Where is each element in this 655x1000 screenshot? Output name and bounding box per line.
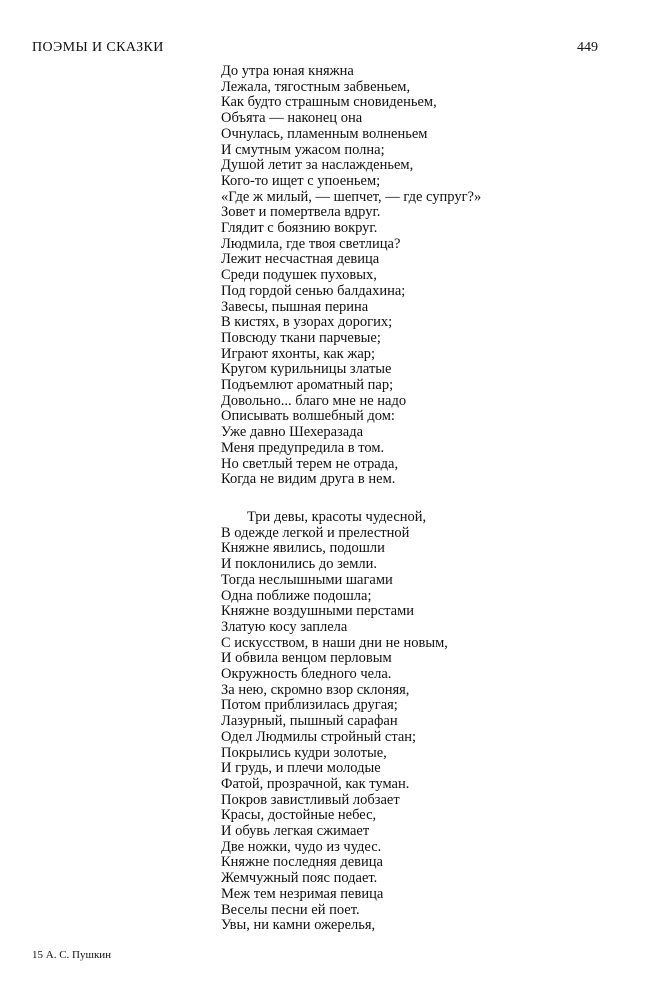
running-title: ПОЭМЫ И СКАЗКИ bbox=[32, 40, 164, 55]
poem-line: Лежала, тягостным забвеньем, bbox=[221, 78, 411, 95]
poem-line: Как будто страшным сновиденьем, bbox=[221, 94, 437, 111]
poem-line: Людмила, где твоя светлица? bbox=[221, 235, 401, 252]
poem-line: Под гордой сенью балдахина; bbox=[221, 282, 406, 299]
poem-line: В кистях, в узорах дорогих; bbox=[221, 314, 393, 331]
poem-line: С искусством, в наши дни не новым, bbox=[221, 634, 448, 651]
poem-line: Подъемлют ароматный пар; bbox=[221, 377, 394, 394]
poem-line: До утра юная княжна bbox=[221, 63, 354, 79]
poem-line: Окружность бледного чела. bbox=[221, 666, 392, 683]
poem-line: Объята — наконец она bbox=[221, 110, 363, 127]
poem-line: Потом приблизилась другая; bbox=[221, 697, 398, 714]
poem-line: Довольно... благо мне не надо bbox=[221, 392, 407, 409]
stanza-1 bbox=[221, 64, 551, 488]
poem-line: Лазурный, пышный сарафан bbox=[221, 713, 398, 730]
poem-line: Глядит с боязнию вокруг. bbox=[221, 220, 378, 237]
poem-line: Но светлый терем не отрада, bbox=[221, 455, 399, 472]
poem-line: Жемчужный пояс подает. bbox=[221, 870, 378, 887]
poem-line: В одежде легкой и прелестной bbox=[221, 524, 410, 541]
poem-line: Тогда неслышными шагами bbox=[221, 571, 393, 588]
poem-line: Княжне последняя девица bbox=[221, 854, 383, 871]
poem-line: Три девы, красоты чудесной, bbox=[247, 508, 427, 525]
poem-line: Златую косу заплела bbox=[221, 618, 348, 635]
poem-line: Лежит несчастная девица bbox=[221, 251, 380, 268]
poem-line: За нею, скромно взор склоняя, bbox=[221, 681, 410, 698]
stanza-2 bbox=[221, 510, 551, 934]
poem-line: Меня предупредила в том. bbox=[221, 439, 385, 456]
poem-line: Уже давно Шехеразада bbox=[221, 424, 364, 441]
poem-text bbox=[221, 64, 551, 934]
poem-line: Две ножки, чудо из чудес. bbox=[221, 838, 382, 855]
poem-line: И поклонились до земли. bbox=[221, 556, 378, 573]
poem-line: Покров завистливый лобзает bbox=[221, 791, 400, 808]
poem-line: Душой летит за наслажденьем, bbox=[221, 157, 414, 174]
poem-line: Кругом курильницы златые bbox=[221, 361, 392, 378]
poem-line: Княжне воздушными перстами bbox=[221, 603, 415, 620]
poem-line: Княжне явились, подошли bbox=[221, 540, 385, 557]
poem-line: Описывать волшебный дом: bbox=[221, 408, 395, 425]
poem-line: Фатой, прозрачной, как туман. bbox=[221, 775, 410, 792]
poem-line: Меж тем незримая певица bbox=[221, 885, 384, 902]
poem-line: И обувь легкая сжимает bbox=[221, 823, 370, 840]
poem-line: Веселы песни ей поет. bbox=[221, 901, 360, 918]
poem-line: Среди подушек пуховых, bbox=[221, 267, 377, 284]
poem-line: Кого-то ищет с упоеньем; bbox=[221, 172, 381, 189]
poem-line: Повсюду ткани парчевые; bbox=[221, 329, 381, 346]
signature-mark: 15 А. С. Пушкин bbox=[32, 949, 112, 961]
poem-line: И обвила венцом перловым bbox=[221, 650, 392, 667]
page-number: 449 bbox=[577, 40, 598, 55]
poem-line: «Где ж милый, — шепчет, — где супруг?» bbox=[221, 188, 482, 205]
poem-line: Одна поближе подошла; bbox=[221, 587, 372, 604]
poem-line: Одел Людмилы стройный стан; bbox=[221, 728, 417, 745]
poem-line: Играют яхонты, как жар; bbox=[221, 345, 376, 362]
poem-line: Красы, достойные небес, bbox=[221, 807, 377, 824]
poem-line: Очнулась, пламенным волненьем bbox=[221, 125, 428, 142]
poem-line: Увы, ни камни ожерелья, bbox=[221, 917, 376, 934]
poem-line: И смутным ужасом полна; bbox=[221, 141, 385, 158]
stanza-break bbox=[221, 488, 551, 510]
poem-line: Зовет и помертвела вдруг. bbox=[221, 204, 381, 221]
poem-line: Завесы, пышная перина bbox=[221, 298, 369, 315]
poem-line: Покрылись кудри золотые, bbox=[221, 744, 387, 761]
poem-line: И грудь, и плечи молодые bbox=[221, 760, 381, 777]
poem-line: Когда не видим друга в нем. bbox=[221, 471, 396, 488]
